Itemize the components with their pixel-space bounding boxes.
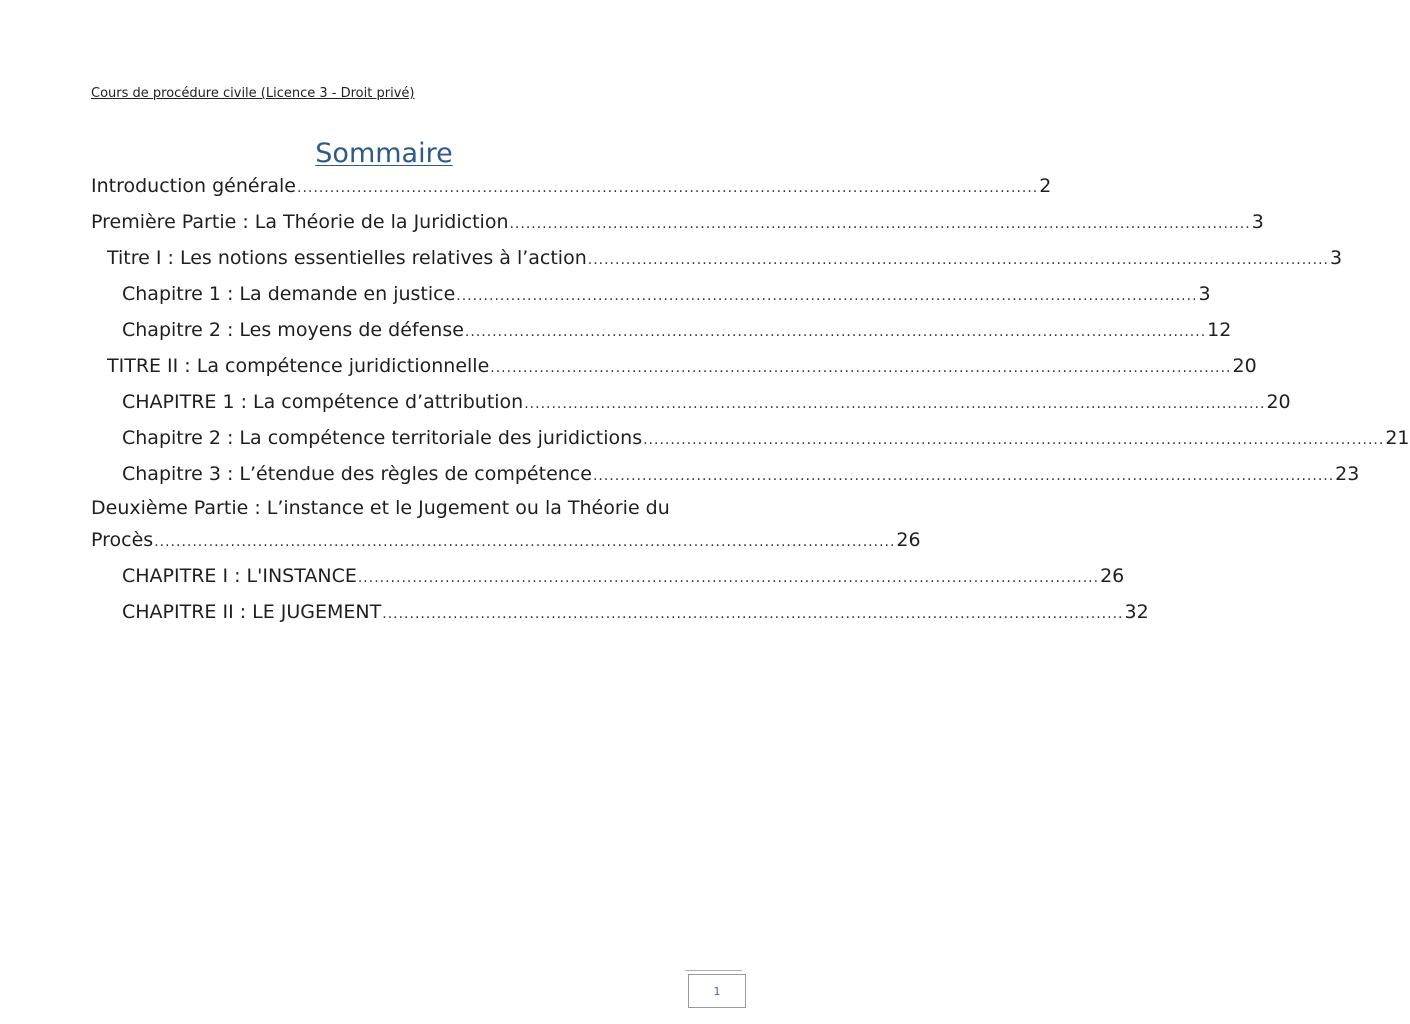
toc-entry-label: Chapitre 2 : La compétence territoriale des juridictions [122,427,643,449]
toc-entry-label: Deuxième Partie : L’instance et le Jugement ou la Théorie du [91,497,670,519]
toc-entry-partie-1[interactable] [91,204,1264,240]
toc-entry-page: 26 [1100,565,1125,587]
toc-entry-page: 3 [1251,211,1264,233]
toc-leader-dots: ........................................................................................................................................ [464,324,1207,340]
toc-entry-page: 20 [1266,391,1291,413]
toc-entry-chapitre-instance[interactable] [91,558,1125,594]
toc-leader-dots: ........................................................................................................................................ [490,360,1232,376]
toc-entry-label: Chapitre 3 : L’étendue des règles de compétence [122,463,592,485]
page-number-box [688,974,746,1008]
toc-leader-dots: ........................................................................................................................................ [509,216,1251,232]
toc-leader-dots: ........................................................................................................................................ [587,252,1329,268]
table-of-contents [91,168,1410,630]
toc-title: Sommaire [315,138,453,169]
toc-entry-label: TITRE II : La compétence juridictionnelle [107,355,490,377]
toc-entry-chapitre-etendue[interactable] [91,456,1360,492]
toc-entry-page: 32 [1124,601,1149,623]
toc-entry-introduction[interactable] [91,168,1052,204]
toc-leader-dots: ........................................................................................................................................ [456,288,1198,304]
toc-leader-dots: ........................................................................................................................................ [382,606,1124,622]
toc-entry-chapitre-1[interactable] [91,276,1211,312]
toc-entry-page: 20 [1232,355,1257,377]
toc-entry-chapitre-2[interactable] [91,312,1232,348]
toc-leader-dots: ........................................................................................................................................ [592,468,1335,484]
toc-entry-chapitre-attribution[interactable] [91,384,1291,420]
toc-entry-label: CHAPITRE II : LE JUGEMENT [122,601,382,623]
toc-leader-dots: ........................................................................................................................................ [357,570,1100,586]
toc-entry-label: CHAPITRE 1 : La compétence d’attribution [122,391,524,413]
toc-entry-chapitre-jugement[interactable] [91,594,1149,630]
running-header: Cours de procédure civile (Licence 3 - Droit privé) [91,86,415,101]
toc-entry-label: Première Partie : La Théorie de la Juridiction [91,211,509,233]
toc-entry-titre-2[interactable] [91,348,1257,384]
toc-entry-page: 26 [896,529,921,551]
toc-entry-titre-1[interactable] [91,240,1343,276]
toc-entry-page: 21 [1385,427,1410,449]
toc-entry-page: 12 [1207,319,1232,341]
toc-entry-label: Introduction générale [91,175,297,197]
toc-leader-dots: ........................................................................................................................................ [524,396,1266,412]
page-number: 1 [713,984,721,998]
toc-entry-page: 3 [1198,283,1211,305]
toc-entry-page: 3 [1329,247,1343,269]
toc-leader-dots: ........................................................................................................................................ [297,180,1039,196]
toc-entry-label: Chapitre 2 : Les moyens de défense [122,319,464,341]
toc-leader-dots: ........................................................................................................................................ [154,534,896,550]
toc-leader-dots: ........................................................................................................................................ [643,432,1385,448]
toc-entry-page: 23 [1335,463,1360,485]
toc-entry-partie-2[interactable] [91,492,921,558]
toc-entry-label: Chapitre 1 : La demande en justice [122,283,456,305]
toc-entry-label: CHAPITRE I : L'INSTANCE [122,565,357,587]
toc-entry-label-continued: Procès [91,529,154,551]
toc-entry-page: 2 [1039,175,1052,197]
toc-entry-chapitre-territoriale[interactable] [91,420,1410,456]
toc-entry-label: Titre I : Les notions essentielles relatives à l’action [107,247,587,269]
